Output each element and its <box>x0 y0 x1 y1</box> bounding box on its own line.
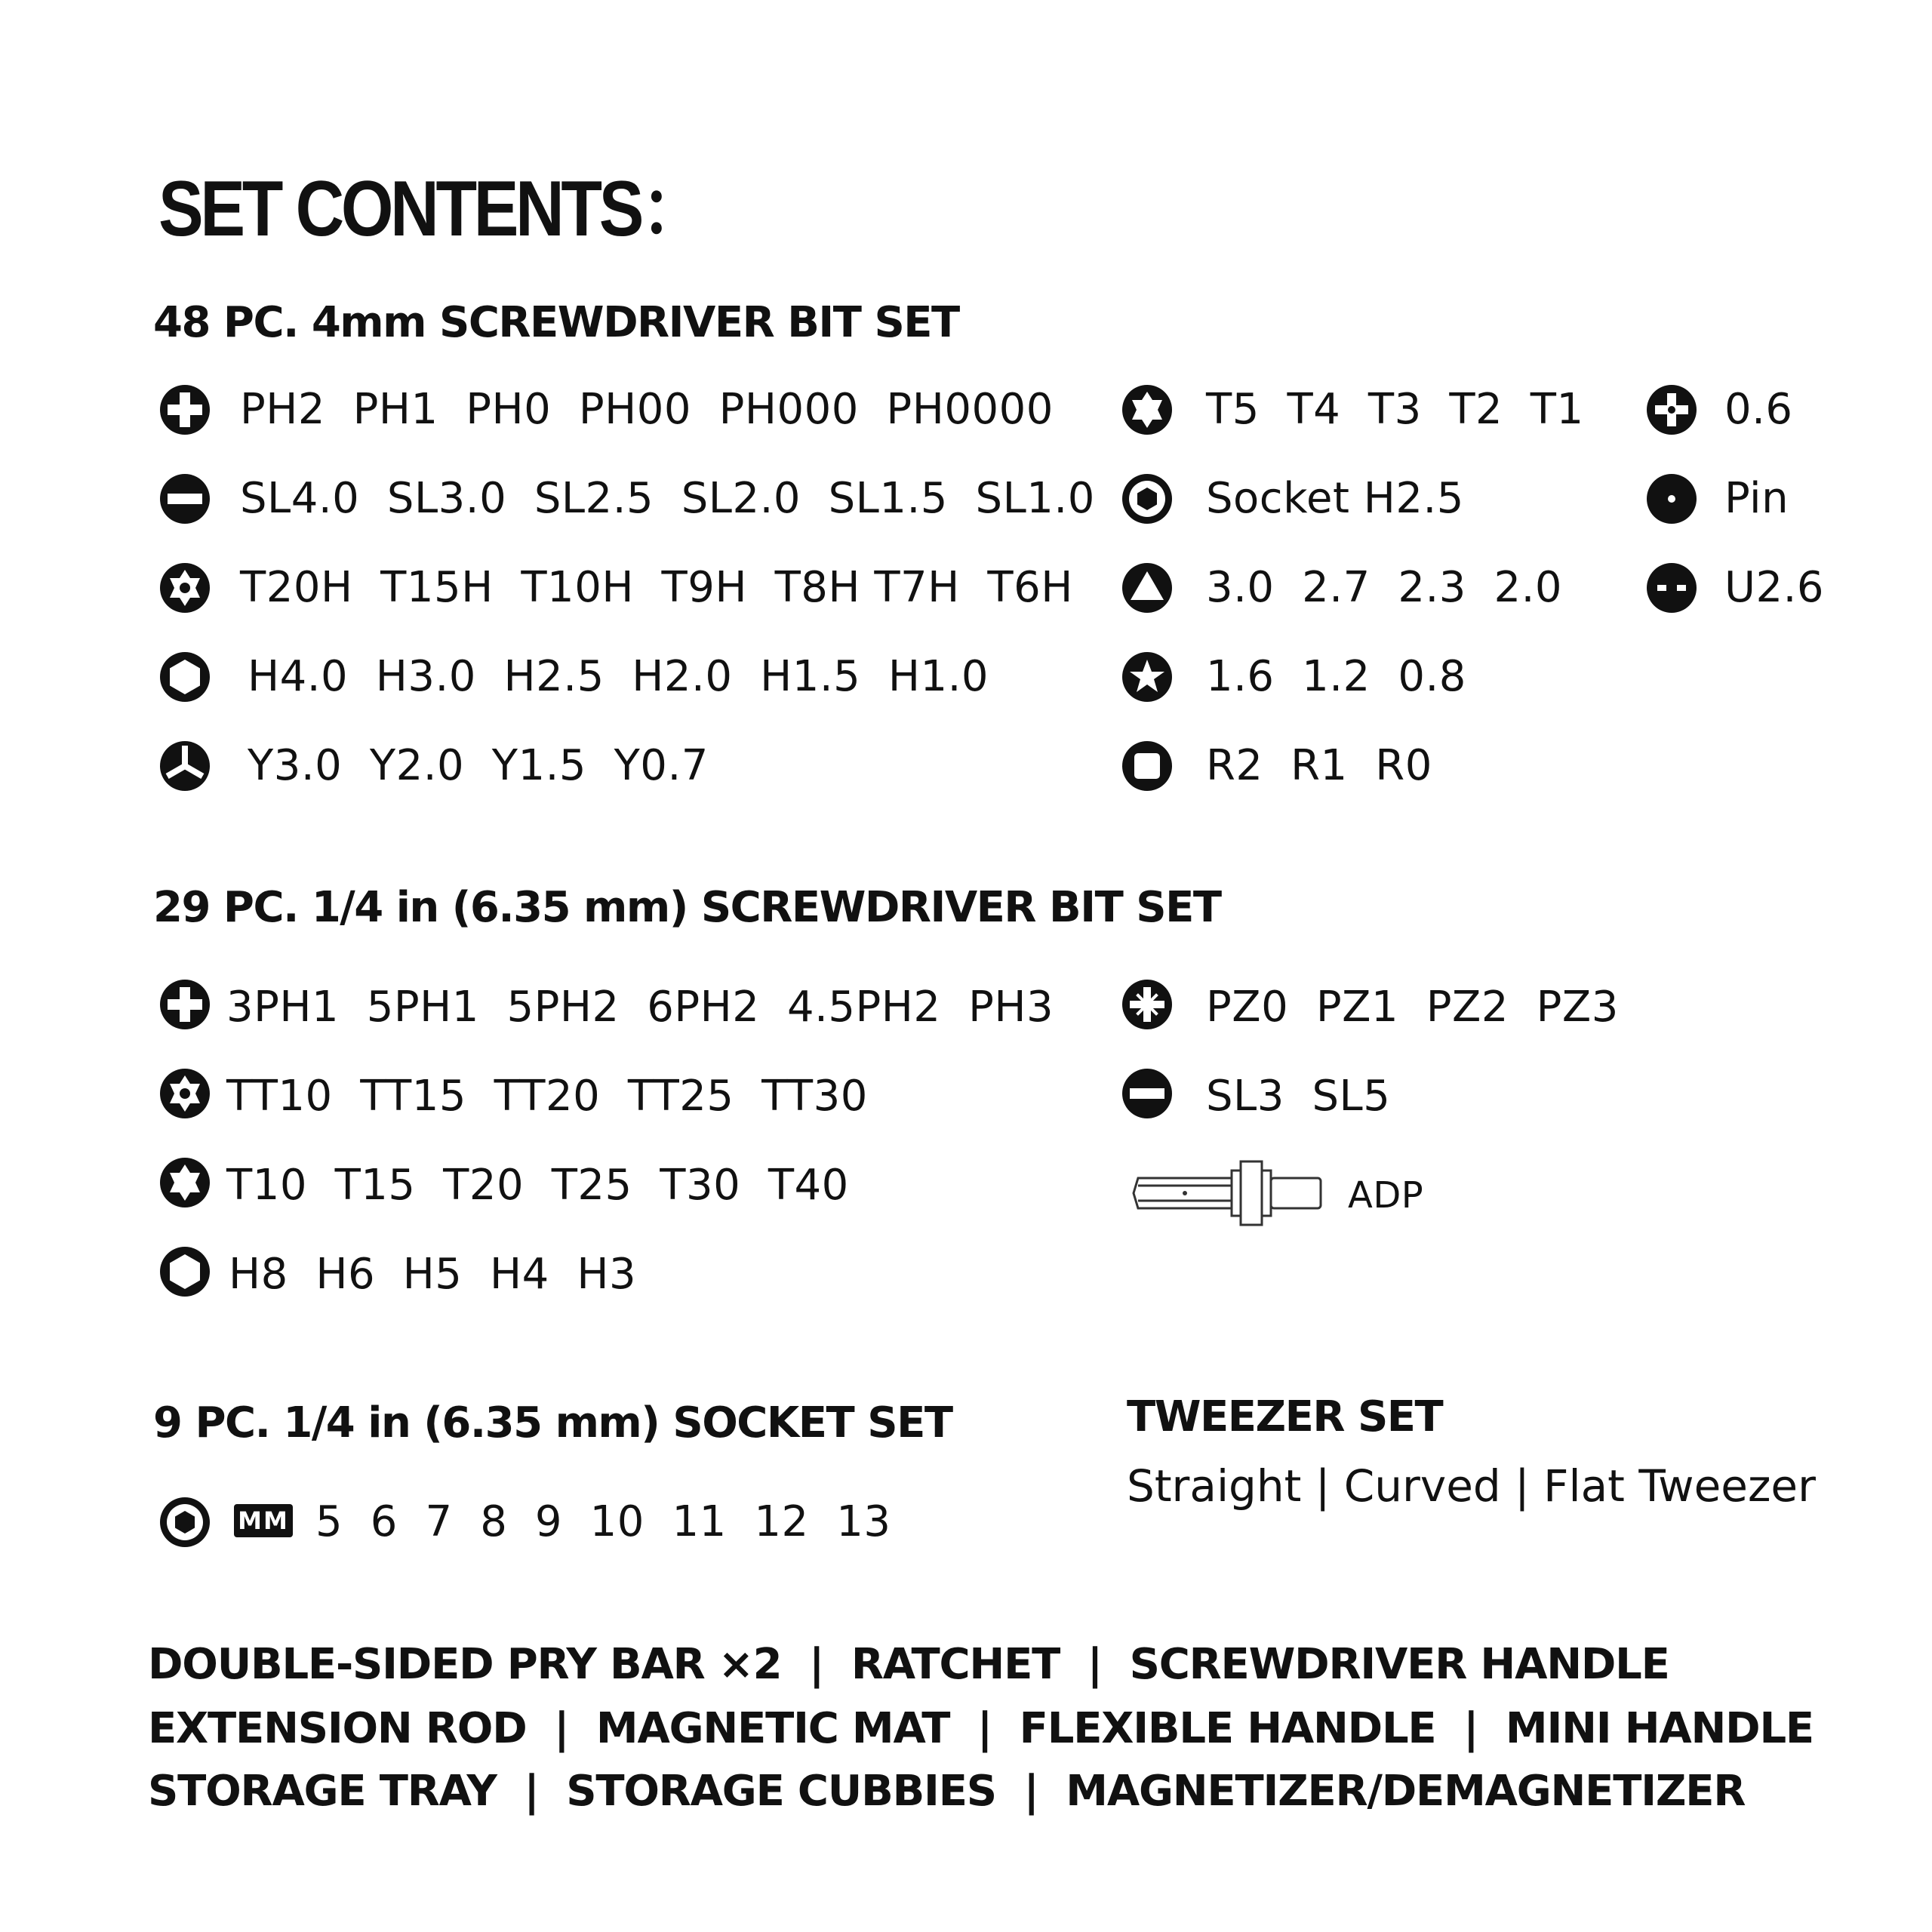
bit-list-hex-29: H8 H6 H5 H4 H3 <box>229 1250 637 1299</box>
bit-list-phillips-48: PH2 PH1 PH0 PH00 PH000 PH0000 <box>240 385 1054 434</box>
bit-list-square-48: R2 R1 R0 <box>1206 741 1432 790</box>
torx-icon <box>1121 383 1174 436</box>
pentalobe-icon <box>1121 651 1174 703</box>
bit-list-torx-48: T5 T4 T3 T2 T1 <box>1206 385 1584 434</box>
section-heading-tweezer: TWEEZER SET <box>1127 1392 1443 1441</box>
bit-list-security-torx-48: T20H T15H T10H T9H T8H T7H T6H <box>240 563 1073 612</box>
bit-list-tri-wing-48: Y3.0 Y2.0 Y1.5 Y0.7 <box>248 741 709 790</box>
bit-list-socket-48: Socket H2.5 <box>1206 474 1464 523</box>
mm-badge-label: MM <box>238 1506 289 1535</box>
phillips-icon <box>158 383 211 436</box>
bit-list-adapter-29: ADP <box>1348 1174 1424 1217</box>
hex-icon <box>158 651 211 703</box>
security-torx-icon <box>158 1067 211 1120</box>
pin-icon <box>1645 472 1698 525</box>
adapter-icon <box>1132 1158 1328 1228</box>
accessories-line-2: EXTENSION ROD | MAGNETIC MAT | FLEXIBLE HANDLE | MINI HANDLE <box>148 1704 1814 1753</box>
bit-list-triangle-48: 3.0 2.7 2.3 2.0 <box>1206 563 1563 612</box>
bit-list-pozidriv-29: PZ0 PZ1 PZ2 PZ3 <box>1206 983 1619 1032</box>
bit-list-u-type-48: U2.6 <box>1724 563 1825 612</box>
square-icon <box>1121 740 1174 792</box>
security-torx-icon <box>158 561 211 614</box>
bit-list-cross-48: 0.6 <box>1724 385 1793 434</box>
page-title: SET CONTENTS： <box>158 165 706 253</box>
cross-icon <box>1645 383 1698 436</box>
bit-list-slotted-29: SL3 SL5 <box>1206 1072 1391 1121</box>
slotted-icon <box>158 472 211 525</box>
socket-sizes: 5 6 7 8 9 10 11 12 13 <box>315 1497 891 1546</box>
section-heading-48pc: 48 PC. 4mm SCREWDRIVER BIT SET <box>153 298 959 347</box>
bit-list-pin-48: Pin <box>1724 474 1789 523</box>
bit-list-torx-29: T10 T15 T20 T25 T30 T40 <box>226 1161 849 1210</box>
section-heading-socket: 9 PC. 1/4 in (6.35 mm) SOCKET SET <box>153 1398 952 1447</box>
bit-list-phillips-29: 3PH1 5PH1 5PH2 6PH2 4.5PH2 PH3 <box>226 983 1054 1032</box>
socket-icon <box>158 1496 211 1549</box>
section-heading-29pc: 29 PC. 1/4 in (6.35 mm) SCREWDRIVER BIT SET <box>153 883 1221 932</box>
socket-icon <box>1121 472 1174 525</box>
slotted-icon <box>1121 1067 1174 1120</box>
accessories-line-1: DOUBLE-SIDED PRY BAR ×2 | RATCHET | SCREWDRIVER HANDLE <box>148 1640 1669 1689</box>
mm-badge <box>234 1504 293 1537</box>
u-type-icon <box>1645 561 1698 614</box>
bit-list-pentalobe-48: 1.6 1.2 0.8 <box>1206 652 1466 701</box>
tri-wing-icon <box>158 740 211 792</box>
torx-icon <box>158 1156 211 1209</box>
phillips-icon <box>158 978 211 1031</box>
pozidriv-icon <box>1121 978 1174 1031</box>
accessories-line-3: STORAGE TRAY | STORAGE CUBBIES | MAGNETIZER/DEMAGNETIZER <box>148 1767 1746 1816</box>
bit-list-hex-48: H4.0 H3.0 H2.5 H2.0 H1.5 H1.0 <box>248 652 989 701</box>
bit-list-security-torx-29: TT10 TT15 TT20 TT25 TT30 <box>226 1072 868 1121</box>
hex-icon <box>158 1245 211 1298</box>
bit-list-slotted-48: SL4.0 SL3.0 SL2.5 SL2.0 SL1.5 SL1.0 <box>240 474 1095 523</box>
tweezer-items: Straight | Curved | Flat Tweezer <box>1127 1460 1816 1512</box>
triangle-icon <box>1121 561 1174 614</box>
